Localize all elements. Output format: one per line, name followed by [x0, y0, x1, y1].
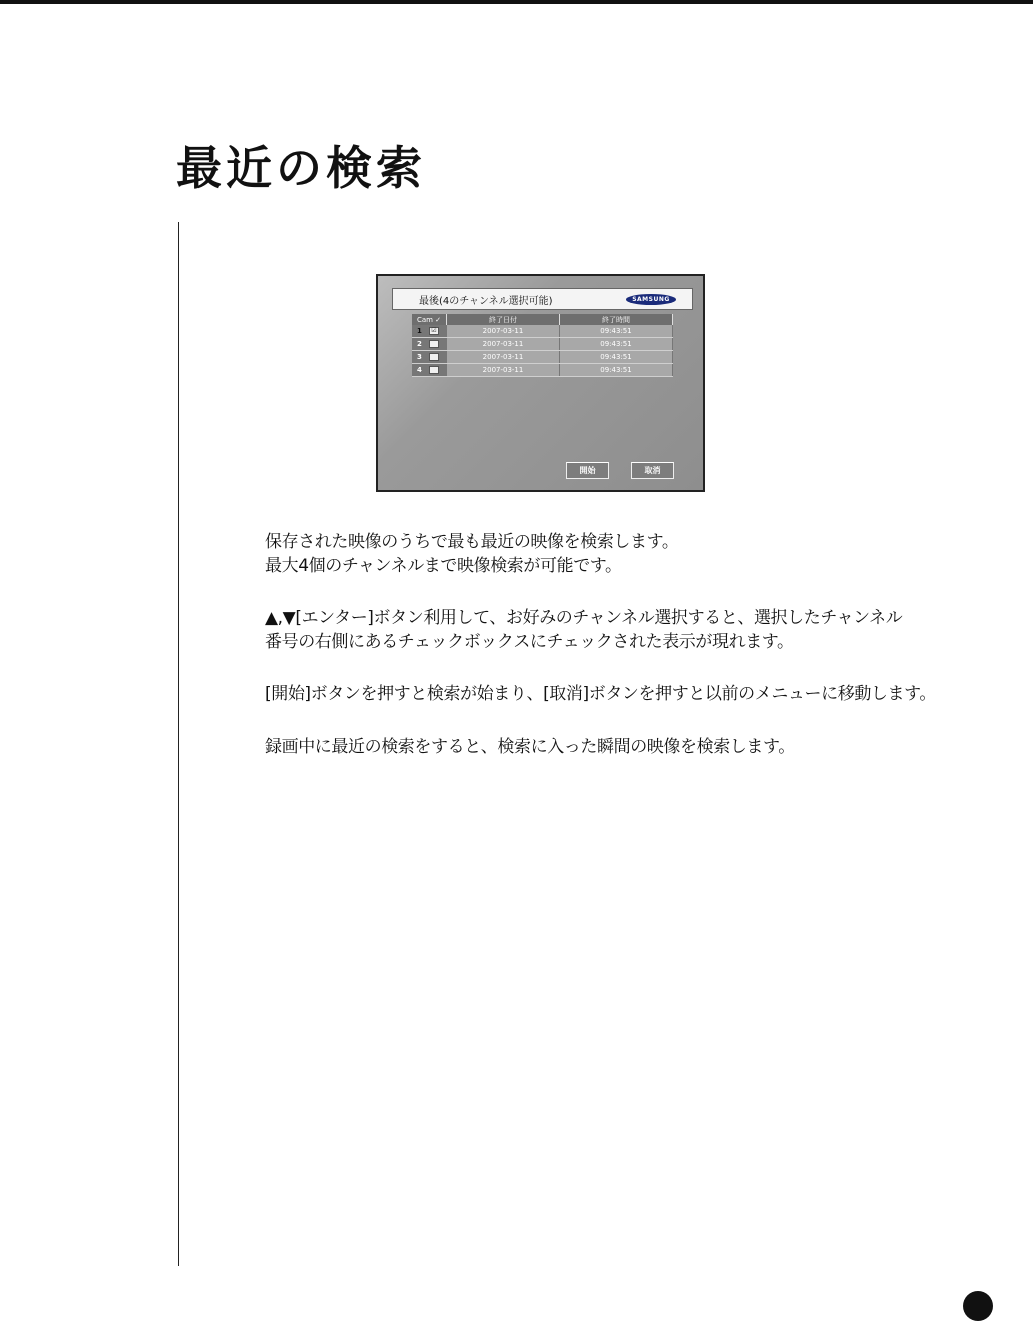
channel-checkbox[interactable]: ☑ — [429, 327, 439, 335]
table-row[interactable] — [412, 325, 673, 338]
end-date-cell: 2007-03-11 — [447, 351, 560, 364]
table-row[interactable] — [412, 338, 673, 351]
end-time-cell: 09:43:51 — [560, 364, 673, 377]
margin-rule — [178, 222, 179, 1266]
column-header-cam: Cam ✓ — [412, 314, 447, 325]
start-button[interactable]: 開始 — [566, 462, 609, 479]
body-text-line: 録画中に最近の検索をすると、検索に入った瞬間の映像を検索します。 — [265, 737, 795, 757]
cam-number: 2 — [417, 340, 422, 348]
page-marker-dot — [963, 1291, 993, 1321]
cam-number: 1 — [417, 327, 422, 335]
column-header-end-date: 終了日付 — [447, 314, 560, 325]
table-row[interactable] — [412, 364, 673, 377]
column-header-end-time: 終了時間 — [560, 314, 673, 325]
search-screen-image — [376, 274, 705, 492]
end-time-cell: 09:43:51 — [560, 325, 673, 338]
channel-checkbox[interactable] — [429, 353, 439, 361]
cam-number: 3 — [417, 353, 422, 361]
cam-cell[interactable] — [412, 364, 447, 377]
body-text-line: 保存された映像のうちで最も最近の映像を検索します。 — [265, 532, 679, 552]
camera-table — [412, 314, 673, 377]
screen-title: 最後(4のチャンネル選択可能) — [419, 296, 553, 307]
end-date-cell: 2007-03-11 — [447, 325, 560, 338]
screen-header — [392, 288, 693, 310]
body-text-line: ▲,▼[エンター]ボタン利用して、お好みのチャンネル選択すると、選択したチャンネル — [265, 608, 903, 628]
channel-checkbox[interactable] — [429, 366, 439, 374]
samsung-logo: SAMSUNG — [626, 294, 676, 305]
top-rule — [0, 0, 1033, 4]
page-title: 最近の検索 — [176, 141, 426, 195]
channel-checkbox[interactable] — [429, 340, 439, 348]
body-text-line: [開始]ボタンを押すと検索が始まり、[取消]ボタンを押すと以前のメニューに移動します。 — [265, 684, 936, 704]
end-time-cell: 09:43:51 — [560, 338, 673, 351]
cam-number: 4 — [417, 366, 422, 374]
body-text-line: 最大4個のチャンネルまで映像検索が可能です。 — [265, 556, 622, 576]
end-time-cell: 09:43:51 — [560, 351, 673, 364]
end-date-cell: 2007-03-11 — [447, 338, 560, 351]
cancel-button[interactable]: 取消 — [631, 462, 674, 479]
cam-cell[interactable] — [412, 351, 447, 364]
end-date-cell: 2007-03-11 — [447, 364, 560, 377]
table-row[interactable] — [412, 351, 673, 364]
cam-cell[interactable] — [412, 338, 447, 351]
body-text-line: 番号の右側にあるチェックボックスにチェックされた表示が現れます。 — [265, 632, 794, 652]
cam-cell[interactable] — [412, 325, 447, 338]
